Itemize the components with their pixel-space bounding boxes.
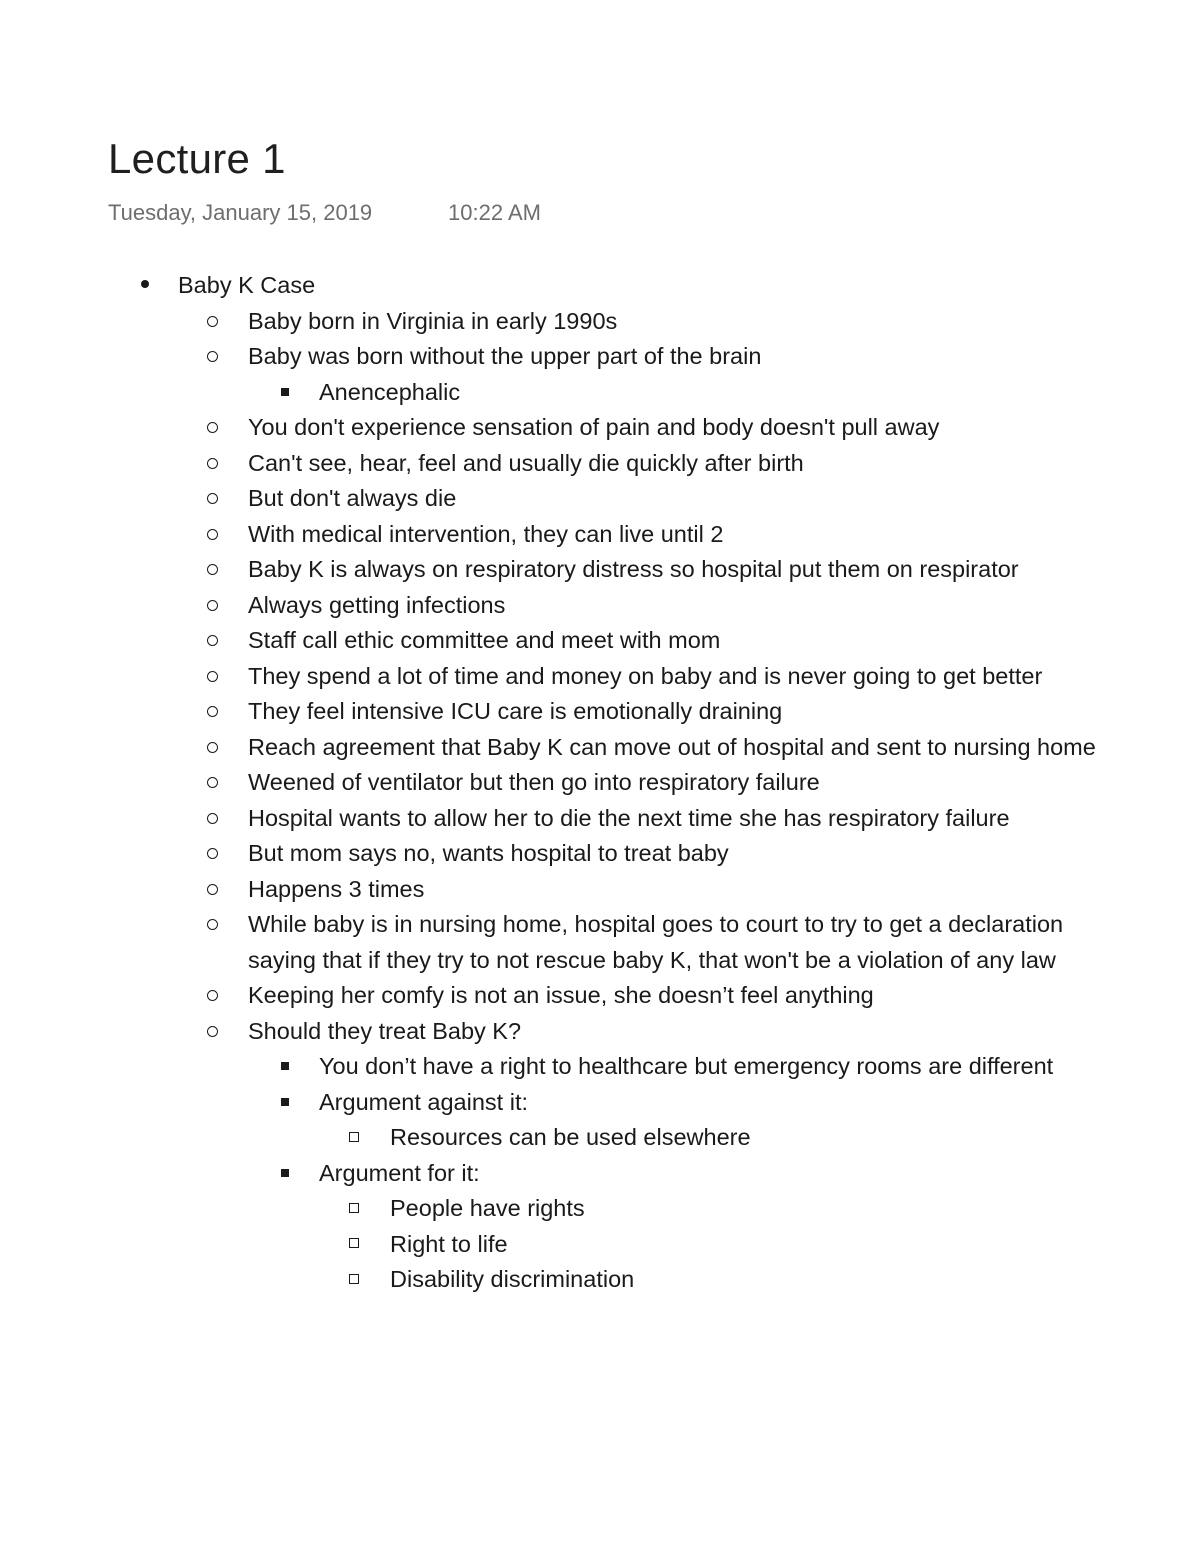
note-item-text: Argument against it: [319,1088,528,1115]
note-item-level-2 [0,410,1128,446]
bullet-circle-icon [200,872,224,908]
note-item-level-3 [0,1049,1129,1085]
note-item-text: They feel intensive ICU care is emotionally draining [248,698,783,724]
note-item-level-2 [0,339,1128,375]
bullet-dot-icon [133,268,157,304]
note-item-level-2 [0,765,1128,801]
note-item-text: Weened of ventilator but then go into respiratory failure [248,769,820,795]
note-item-text: They spend a lot of time and money on baby and is never going to get better [248,662,1043,689]
note-item-text: Always getting infections [248,591,506,618]
note-item-level-4 [0,1262,1130,1298]
note-item-text: With medical intervention, they can live until 2 [248,520,724,547]
note-item-text: You don’t have a right to healthcare but emergency rooms are different [319,1053,1054,1079]
note-item-text: Baby was born without the upper part of the brain [248,343,762,369]
note-item-text: Keeping her comfy is not an issue, she doesn’t feel anything [248,982,874,1008]
note-item-level-3 [0,1085,1129,1121]
bullet-circle-icon [200,730,224,766]
bullet-circle-icon [200,836,224,872]
note-item-level-2 [0,694,1128,730]
bullet-square-icon [273,375,297,411]
bullet-circle-icon [200,765,224,801]
note-item-text: Resources can be used elsewhere [390,1124,751,1150]
note-item-level-4 [0,1191,1130,1227]
notes-outline [0,268,1200,1298]
note-item-text: Staff call ethic committee and meet with mom [248,627,721,653]
bullet-circle-icon [200,907,224,943]
note-item-level-3 [0,1156,1129,1192]
note-item-text: Baby born in Virginia in early 1990s [248,307,618,334]
note-item-level-1 [0,268,1128,304]
note-item-level-4 [0,1227,1130,1263]
note-item-text: But mom says no, wants hospital to treat baby [248,840,729,866]
note-item-text: Can't see, hear, feel and usually die quickly after birth [248,449,804,476]
bullet-square-icon [273,1156,297,1192]
bullet-hollow-square-icon [342,1262,366,1298]
bullet-circle-icon [200,339,224,375]
note-item-level-2 [0,623,1128,659]
note-item-level-2 [0,1014,1128,1050]
note-item-level-2 [0,978,1128,1014]
note-item-text: Hospital wants to allow her to die the next time she has respiratory failure [248,804,1010,831]
note-item-level-2 [0,836,1128,872]
note-item-level-2 [0,304,1128,340]
note-item-text: Argument for it: [319,1159,480,1186]
note-item-text: You don't experience sensation of pain and body doesn't pull away [248,414,940,440]
note-item-level-2 [0,659,1128,695]
note-item-text: Baby K is always on respiratory distress so hospital put them on respirator [248,556,1019,582]
bullet-circle-icon [200,623,224,659]
note-item-level-2 [0,481,1128,517]
bullet-circle-icon [200,304,224,340]
bullet-square-icon [273,1085,297,1121]
note-date: Tuesday, January 15, 2019 [108,200,373,225]
note-item-level-2 [0,588,1128,624]
note-item-text: Should they treat Baby K? [248,1017,522,1044]
note-item-text: Anencephalic [319,378,461,405]
note-item-level-2 [0,730,1128,766]
bullet-circle-icon [200,801,224,837]
bullet-circle-icon [200,659,224,695]
bullet-circle-icon [200,552,224,588]
bullet-circle-icon [200,978,224,1014]
bullet-circle-icon [200,446,224,482]
note-time: 10:22 AM [448,200,541,225]
bullet-hollow-square-icon [342,1120,366,1156]
note-item-level-4 [0,1120,1130,1156]
page-title: Lecture 1 [108,135,286,182]
bullet-hollow-square-icon [342,1191,366,1227]
bullet-circle-icon [200,694,224,730]
note-item-text: Happens 3 times [248,875,425,902]
note-item-text: But don't always die [248,485,457,511]
note-item-level-2 [0,907,1128,978]
note-item-level-2 [0,446,1128,482]
note-item-text: People have rights [390,1195,585,1221]
bullet-circle-icon [200,481,224,517]
note-item-level-2 [0,517,1128,553]
note-item-level-2 [0,552,1128,588]
note-item-text: Baby K Case [178,272,316,298]
note-item-level-2 [0,801,1128,837]
bullet-circle-icon [200,588,224,624]
bullet-circle-icon [200,517,224,553]
note-item-text: While baby is in nursing home, hospital goes to court to try to get a declaration saying that if they try to not rescue baby K, that won't be a violation of any law [248,911,1064,973]
note-item-level-3 [0,375,1129,411]
bullet-circle-icon [200,1014,224,1050]
note-item-level-2 [0,872,1128,908]
bullet-circle-icon [200,410,224,446]
note-item-text: Disability discrimination [390,1266,635,1292]
bullet-hollow-square-icon [342,1227,366,1263]
note-item-text: Right to life [390,1230,508,1257]
note-item-text: Reach agreement that Baby K can move out of hospital and sent to nursing home [248,733,1096,760]
bullet-square-icon [273,1049,297,1085]
